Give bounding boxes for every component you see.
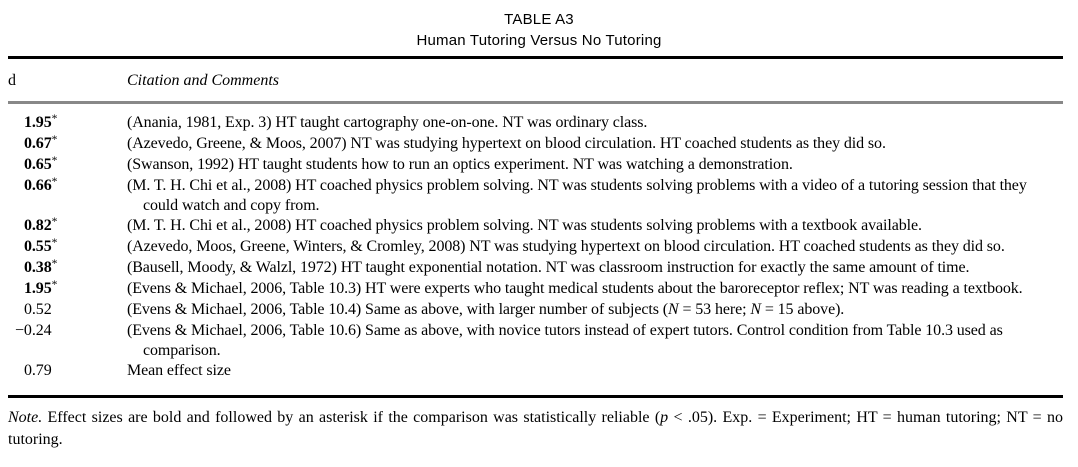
- significance-asterisk: *: [51, 112, 58, 125]
- table-subtitle: Human Tutoring Versus No Tutoring: [416, 32, 662, 49]
- citation-text: (Evens & Michael, 2006, Table 10.3) HT were experts who taught medical students about the baroreceptor reflex; NT was reading a textbook.: [127, 280, 1023, 297]
- effect-size-value: 0.52: [24, 301, 52, 318]
- significance-asterisk: *: [51, 278, 58, 291]
- column-header-citation: Citation and Comments: [127, 72, 280, 89]
- bottom-rule: [8, 395, 1063, 398]
- note-label: Note.: [8, 409, 43, 426]
- citation-text: (Bausell, Moody, & Walzl, 1972) HT taught exponential notation. NT was classroom instruction for exactly the same amount of time.: [127, 259, 970, 276]
- citation-text: (Azevedo, Moos, Greene, Winters, & Cromley, 2008) NT was studying hypertext on blood circulation. HT coached students as they did so.: [127, 238, 1005, 255]
- significance-asterisk: *: [51, 257, 58, 270]
- stat-symbol-N: N: [750, 301, 761, 318]
- table-row: [8, 216, 1063, 237]
- table-row: [8, 361, 1063, 382]
- table-note: Note. Effect sizes are bold and followed by an asterisk if the comparison was statistically reliable (p < .05). Exp. = Experiment; HT = human tutoring; NT = no tutoring.: [8, 409, 1064, 448]
- effect-size-value: 1.95*: [24, 278, 58, 297]
- mean-effect-size-label: Mean effect size: [127, 362, 231, 379]
- effect-size-value: 0.66*: [24, 175, 58, 194]
- effect-size-value: 0.82*: [24, 215, 58, 234]
- table-row: [8, 258, 1063, 279]
- effect-size-value: −0.24: [15, 322, 52, 339]
- table-row: [8, 300, 1063, 321]
- citation-text: (Evens & Michael, 2006, Table 10.6) Same as above, with novice tutors instead of expert tutors. Control condition from Table 10.3 used as comparison.: [127, 322, 1003, 359]
- citation-text: (Evens & Michael, 2006, Table 10.4) Same as above, with larger number of subjects (N = 53 here; N = 15 above).: [127, 301, 845, 318]
- citation-text: (Azevedo, Greene, & Moos, 2007) NT was studying hypertext on blood circulation. HT coached students as they did so.: [127, 135, 886, 152]
- table-row: [8, 237, 1063, 258]
- table-row: [8, 279, 1063, 300]
- effect-size-value: 0.79: [24, 362, 52, 379]
- table-header-row: [8, 59, 1063, 101]
- column-header-d: d: [8, 72, 16, 89]
- citation-text: (Swanson, 1992) HT taught students how to run an optics experiment. NT was watching a demonstration.: [127, 156, 793, 173]
- effect-size-value: 0.55*: [24, 236, 58, 255]
- citation-text: (M. T. H. Chi et al., 2008) HT coached physics problem solving. NT was students solving problems with a video of a tutoring session that they could watch and copy from.: [127, 177, 1027, 214]
- table-row: [8, 321, 1063, 361]
- stat-symbol-p: p: [660, 409, 669, 426]
- effect-size-value: 0.65*: [24, 154, 58, 173]
- effect-size-value: 0.38*: [24, 257, 58, 276]
- significance-asterisk: *: [51, 175, 58, 188]
- table-row: [8, 134, 1063, 155]
- citation-text: (M. T. H. Chi et al., 2008) HT coached physics problem solving. NT was students solving problems with a textbook available.: [127, 217, 922, 234]
- table-row: [8, 155, 1063, 176]
- table-row: [8, 176, 1063, 216]
- significance-asterisk: *: [51, 154, 58, 167]
- data-table: [8, 56, 1063, 398]
- citation-text: (Anania, 1981, Exp. 3) HT taught cartography one-on-one. NT was ordinary class.: [127, 114, 648, 131]
- significance-asterisk: *: [51, 236, 58, 249]
- effect-size-value: 0.67*: [24, 133, 58, 152]
- significance-asterisk: *: [51, 133, 58, 146]
- table-title-block: [0, 9, 1078, 51]
- stat-symbol-N: N: [667, 301, 679, 318]
- table-body: [8, 104, 1063, 395]
- effect-size-value: 1.95*: [24, 112, 58, 131]
- significance-asterisk: *: [51, 215, 58, 228]
- table-row: [8, 113, 1063, 134]
- table-number: TABLE A3: [504, 11, 574, 28]
